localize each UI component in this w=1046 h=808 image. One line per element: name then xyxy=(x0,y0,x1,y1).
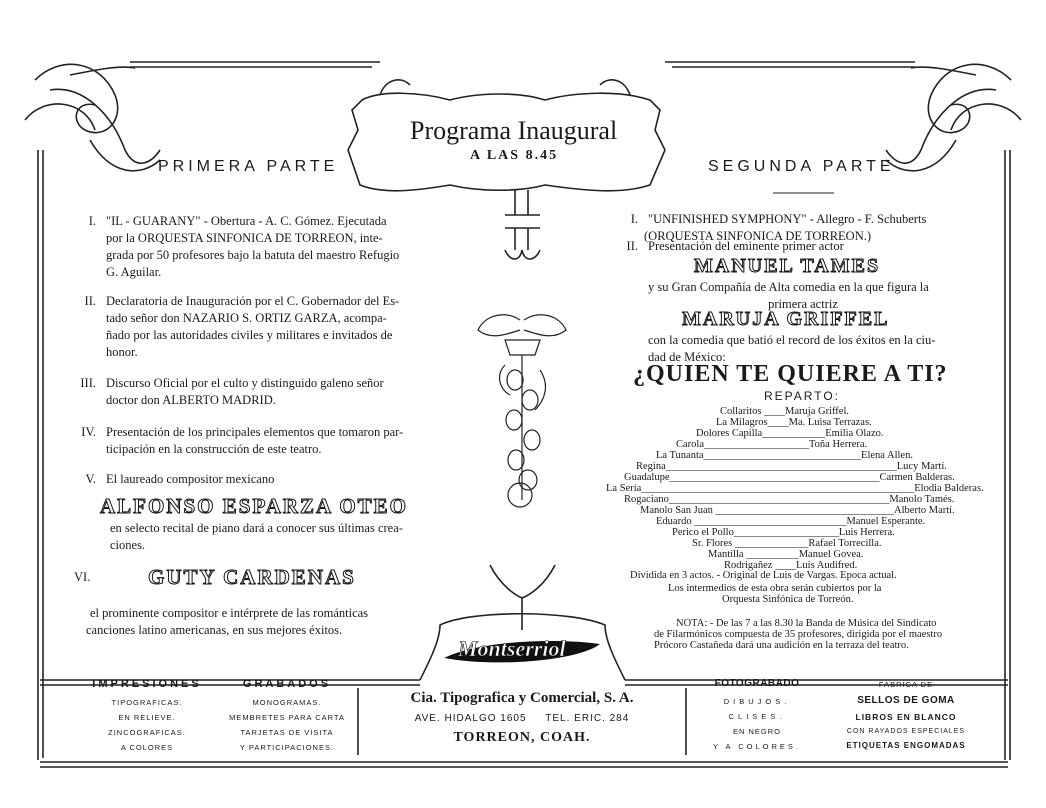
cast-line: Eduardo _____________________________Manuel Esperante. xyxy=(656,516,926,527)
footer-line: Y A COLORES. xyxy=(713,742,801,751)
cast-line: Collaritos ____Maruja Griffel. xyxy=(720,406,849,417)
item-line: canciones latino americanas, en sus mejores éxitos. xyxy=(86,623,343,637)
item-line: Declaratoria de Inauguración por el C. Gobernador del Es- xyxy=(106,294,400,308)
item-line: grada por 50 profesores bajo la batuta del maestro Refugio xyxy=(106,248,400,262)
item-line: honor. xyxy=(106,345,138,359)
cast-line: Perico el Pollo____________________Luis Herrera. xyxy=(672,527,895,538)
item-line: con la comedia que batió el record de los éxitos en la ciu- xyxy=(648,333,936,347)
item-line: tado señor don NAZARIO S. ORTIZ GARZA, acompa- xyxy=(106,311,387,325)
guty-description xyxy=(50,605,430,641)
footer-line: DIBUJOS. xyxy=(723,697,791,706)
item-line: ñado por las autoridades civiles y militares e invitados de xyxy=(106,328,393,342)
item-number: II. xyxy=(84,294,96,308)
cast-line: Guadalupe________________________________________Carmen Balderas. xyxy=(624,472,955,483)
cast-line: Carola____________________Toña Herrera. xyxy=(676,439,868,450)
item-line: ciones. xyxy=(110,538,146,552)
program-item-5 xyxy=(70,471,450,491)
cast-line: Manolo San Juan __________________________________Alberto Martí. xyxy=(640,505,955,516)
item-line: "UNFINISHED SYMPHONY" - Allegro - F. Schuberts xyxy=(648,212,927,226)
second-part-heading: SEGUNDA PARTE xyxy=(708,158,895,175)
company-city: TORREON, COAH. xyxy=(453,730,591,745)
cast-line: La Seria____________________________________________________Elodia Balderas. xyxy=(606,483,984,494)
nota-line-2: de Filarmónicos compuesta de 35 profesores, dirigida por el maestro xyxy=(654,629,943,640)
intermedios-line-2: Orquesta Sinfónica de Torreón. xyxy=(722,594,854,605)
company-address: AVE. HIDALGO 1605 TEL. ERIC. 284 xyxy=(414,713,630,724)
footer-head: FOTOGRABADO xyxy=(714,678,800,689)
footer-company xyxy=(366,690,678,746)
cast-line: Dolores Capilla____________Emilia Olazo. xyxy=(696,428,884,439)
item-line: primera actriz xyxy=(768,297,838,311)
item-number: V. xyxy=(85,472,96,486)
item-number: I. xyxy=(88,214,96,228)
footer-line: ZINCOGRAFICAS. xyxy=(108,728,186,737)
footer-grabados xyxy=(212,678,362,752)
footer-head: FABRICA DE xyxy=(878,680,934,689)
footer-line: A COLORES xyxy=(120,743,174,752)
footer-sellos xyxy=(826,678,986,750)
footer-fotograbado xyxy=(682,678,832,751)
nota-line-1: NOTA: - De las 7 a las 8.30 la Banda de Música del Sindicato xyxy=(676,618,937,629)
footer-line: TIPOGRAFICAS. xyxy=(111,698,183,707)
acts-line: Dividida en 3 actos. - Original de Luis de Vargas. Epoca actual. xyxy=(630,570,897,581)
cast-line: La Tunanta______________________________Elena Allen. xyxy=(656,450,913,461)
montserriol-logo xyxy=(440,630,605,670)
cast-line: Sr. Flores ______________Rafael Torrecilla. xyxy=(692,538,882,549)
program-item-1 xyxy=(70,213,450,283)
cast-list xyxy=(600,406,990,571)
item-line: El laureado compositor mexicano xyxy=(106,472,275,486)
cast-line: La Milagros____Ma. Luisa Terrazas. xyxy=(716,417,872,428)
footer-line: MEMBRETES PARA CARTA xyxy=(229,713,345,722)
item-line: y su Gran Compañía de Alta comedia en la que figura la xyxy=(648,280,929,294)
footer-impresiones xyxy=(72,678,222,752)
cast-heading: REPARTO: xyxy=(764,389,841,403)
footer-line: ETIQUETAS ENGOMADAS xyxy=(846,741,966,750)
cast-line: Mantilla __________Manuel Govea. xyxy=(708,549,864,560)
footer-line: EN RELIEVE. xyxy=(118,713,176,722)
company-name: Cia. Tipografica y Comercial, S. A. xyxy=(410,690,634,706)
item-line: en selecto recital de piano dará a conocer sus últimas crea- xyxy=(110,521,403,535)
item-line: (ORQUESTA SINFONICA DE TORREON.) xyxy=(644,229,872,243)
program-time: A LAS 8.45 xyxy=(470,148,559,163)
cast-line: Rodrigañez ____Luis Audifred. xyxy=(724,560,858,571)
footer-line: CLISES. xyxy=(728,712,786,721)
program-item-6-number: VI. xyxy=(74,570,91,584)
item-number: III. xyxy=(80,376,96,390)
item-number: II. xyxy=(626,239,638,253)
footer-line: Y PARTICIPACIONES. xyxy=(239,743,335,752)
footer-head: IMPRESIONES xyxy=(92,678,202,690)
program-item-2 xyxy=(70,293,450,363)
item-line: doctor don ALBERTO MADRID. xyxy=(106,393,276,407)
item-number: IV. xyxy=(81,425,96,439)
nota-line-3: Prócoro Castañeda dará una audición en la terraza del teatro. xyxy=(654,640,909,651)
actor-name: MANUEL TAMES xyxy=(694,255,881,277)
footer-head: GRABADOS xyxy=(242,678,332,690)
item-line: "IL - GUARANY" - Obertura - A. C. Gómez. Ejecutada xyxy=(106,214,387,228)
guty-name: GUTY CARDENAS xyxy=(148,565,356,589)
cast-line: Regina____________________________________________Lucy Martí. xyxy=(636,461,947,472)
footer-line: TARJETAS DE VISITA xyxy=(240,728,334,737)
footer-line: LIBROS EN BLANCO xyxy=(855,712,957,722)
composer-description xyxy=(74,520,454,556)
item-line: el prominente compositor e intérprete de las románticas xyxy=(90,606,369,620)
item-line: Presentación de los principales elementos que tomaron par- xyxy=(106,425,404,439)
program-title: Programa Inaugural xyxy=(410,116,618,145)
actress-name: MARUJA GRIFFEL xyxy=(682,308,890,330)
program-item-3 xyxy=(70,375,450,411)
item-line: por la ORQUESTA SINFONICA DE TORREON, inte- xyxy=(106,231,383,245)
footer-line: EN NEGRO xyxy=(732,727,781,736)
item-line: dad de México: xyxy=(648,350,726,364)
item-line: ticipación en la construcción de este teatro. xyxy=(106,442,322,456)
first-part-heading: PRIMERA PARTE xyxy=(158,158,339,175)
item-line: Presentación del eminente primer actor xyxy=(648,239,844,253)
footer-line: SELLOS DE GOMA xyxy=(857,695,955,706)
item-line: G. Aguilar. xyxy=(106,265,162,279)
item-line: Discurso Oficial por el culto y distinguido galeno señor xyxy=(106,376,384,390)
footer-line: MONOGRAMAS. xyxy=(252,698,322,707)
program-item-4 xyxy=(70,424,450,460)
logo-text: Montserriol xyxy=(458,636,566,661)
composer-name: ALFONSO ESPARZA OTEO xyxy=(100,494,408,518)
play-title: ¿QUIEN TE QUIERE A TI? xyxy=(633,361,948,387)
footer-line: CON RAYADOS ESPECIALES xyxy=(846,728,966,735)
intermedios-line-1: Los intermedios de esta obra serán cubiertos por la xyxy=(668,583,882,594)
item-number: I. xyxy=(630,212,638,226)
cast-line: Rogaciano__________________________________________Manolo Tamés. xyxy=(624,494,955,505)
